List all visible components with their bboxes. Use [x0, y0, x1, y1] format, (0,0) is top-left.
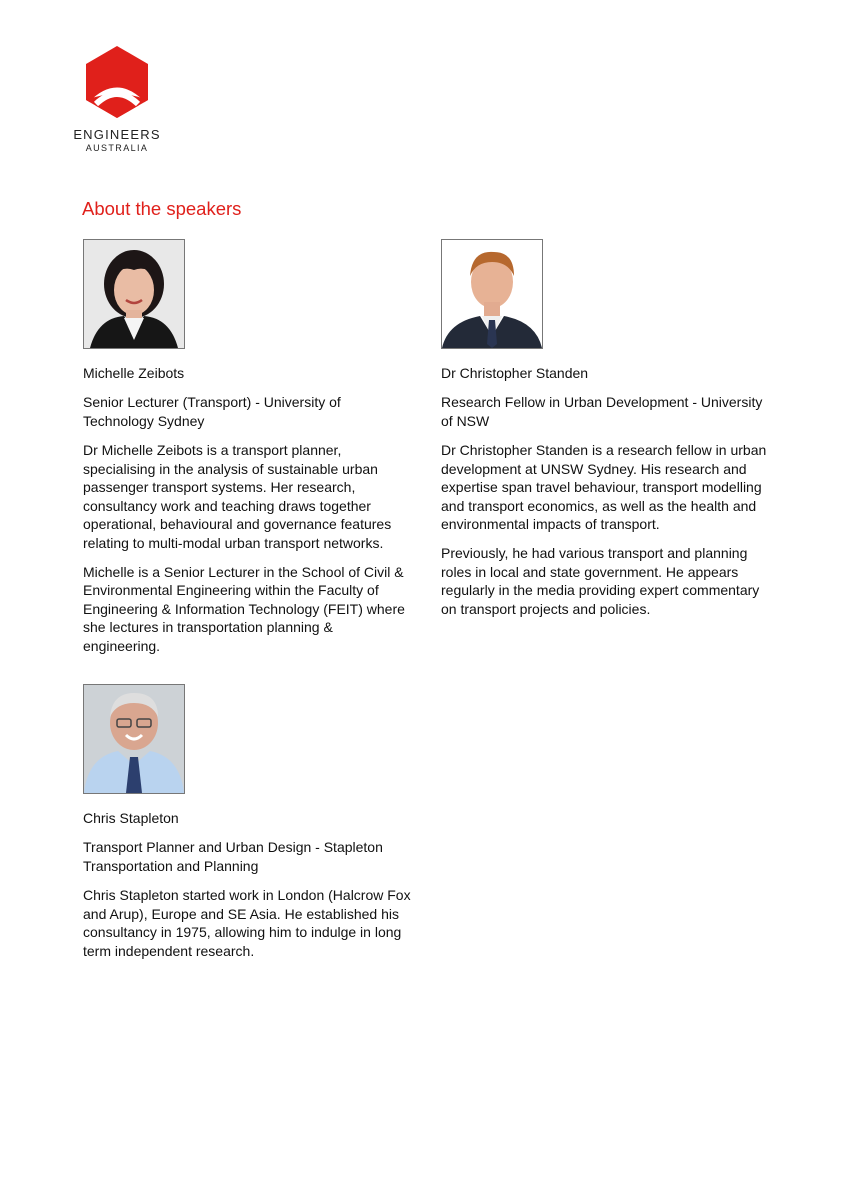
speaker-name: Chris Stapleton: [83, 810, 179, 826]
speaker-role: Senior Lecturer (Transport) - University of Technology Sydney: [83, 394, 341, 429]
speaker-photo: [441, 239, 543, 349]
bio-paragraph: Chris Stapleton started work in London (Halcrow Fox and Arup), Europe and SE Asia. He established his consultancy in 1975, allowing him to indulge in long term independent research.: [83, 887, 411, 959]
logo-text-engineers: ENGINEERS: [73, 127, 161, 142]
speaker-bio: [83, 886, 413, 960]
engineers-australia-logo: [72, 44, 162, 156]
speaker-name: Dr Christopher Standen: [441, 365, 589, 381]
speaker-role: Research Fellow in Urban Development - University of NSW: [441, 394, 763, 429]
bio-paragraph: Previously, he had various transport and planning roles in local and state government. He appears regularly in the media providing expert commentary on transport projects and policies.: [441, 544, 760, 617]
speaker-bio: [441, 441, 771, 618]
hexagon-logo-icon: [82, 44, 152, 120]
speaker-role: Transport Planner and Urban Design - Stapleton Transportation and Planning: [83, 839, 383, 874]
logo-text-australia: AUSTRALIA: [85, 143, 149, 153]
speaker-name: Michelle Zeibots: [83, 365, 185, 381]
speaker-card: [83, 684, 413, 970]
bio-paragraph: Dr Christopher Standen is a research fellow in urban development at UNSW Sydney. His research and expertise span travel behaviour, transport modelling and transport economics, as well as the health and environmental impacts of transport.: [441, 442, 767, 533]
bio-paragraph: Michelle is a Senior Lecturer in the School of Civil & Environmental Engineering within the Faculty of Engineering & Information Technology (FEIT) where she lectures in transportation planning & engineering.: [83, 563, 405, 654]
speaker-card: [83, 239, 413, 666]
speaker-photo: [83, 239, 185, 349]
bio-paragraph: Dr Michelle Zeibots is a transport planner, specialising in the analysis of sustainable urban passenger transport systems. Her research, consultancy work and teaching draws together operational, behavioural and governance features relating to multi-modal urban transport networks.: [83, 442, 392, 551]
speaker-photo: [83, 684, 185, 794]
section-heading: About the speakers: [82, 198, 242, 219]
speaker-card: [441, 239, 771, 628]
speaker-bio: [83, 441, 413, 656]
